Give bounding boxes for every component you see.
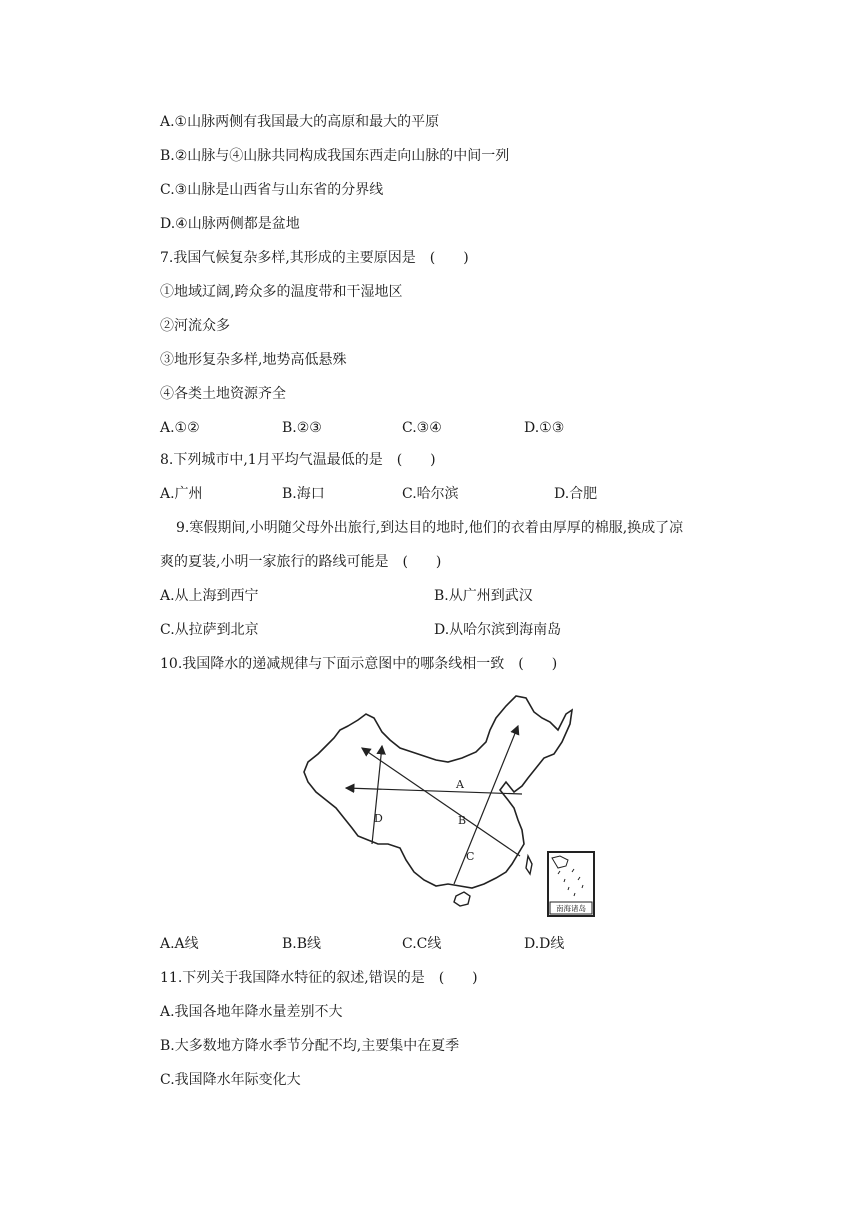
map-label-c: C [466, 850, 475, 863]
south-china-sea-inset [548, 852, 594, 916]
q7-option-b: B.②③ [282, 420, 322, 436]
q9-option-d: D.从哈尔滨到海南岛 [434, 622, 562, 638]
line-b [362, 748, 520, 856]
q6-option-a: A.①山脉两侧有我国最大的高原和最大的平原 [160, 114, 440, 130]
q9-option-c: C.从拉萨到北京 [160, 622, 259, 638]
q8-option-a: A.广州 [160, 486, 203, 502]
line-a [346, 788, 522, 794]
q7-option-a: A.①② [160, 420, 200, 436]
q6-option-c: C.③山脉是山西省与山东省的分界线 [160, 182, 384, 198]
q8-option-d: D.合肥 [554, 486, 598, 502]
line-c [454, 726, 518, 884]
q7-item-3: ③地形复杂多样,地势高低悬殊 [160, 352, 347, 368]
q7-stem: 7.我国气候复杂多样,其形成的主要原因是 ( ) [160, 250, 469, 266]
q10-option-c: C.C线 [402, 936, 442, 952]
q10-option-b: B.B线 [282, 936, 322, 952]
line-d [372, 746, 382, 844]
q10-stem: 10.我国降水的递减规律与下面示意图中的哪条线相一致 ( ) [160, 656, 558, 672]
q8-stem: 8.下列城市中,1月平均气温最低的是 ( ) [160, 452, 436, 468]
map-label-a: A [456, 778, 464, 791]
hainan-island [454, 892, 470, 906]
q11-stem: 11.下列关于我国降水特征的叙述,错误的是 ( ) [160, 970, 478, 986]
q11-option-c: C.我国降水年际变化大 [160, 1072, 301, 1088]
q11-option-a: A.我国各地年降水量差别不大 [160, 1004, 343, 1020]
q7-item-2: ②河流众多 [160, 318, 230, 334]
q6-option-b: B.②山脉与④山脉共同构成我国东西走向山脉的中间一列 [160, 148, 510, 164]
q8-option-b: B.海口 [282, 486, 325, 502]
q7-item-1: ①地域辽阔,跨众多的温度带和干湿地区 [160, 284, 403, 300]
q10-option-a: A.A线 [160, 936, 199, 952]
china-outline [304, 696, 572, 888]
inset-label: 南海诸岛 [556, 904, 586, 913]
q8-option-c: C.哈尔滨 [402, 486, 459, 502]
q11-option-b: B.大多数地方降水季节分配不均,主要集中在夏季 [160, 1038, 460, 1054]
map-label-b: B [458, 814, 467, 827]
q7-option-d: D.①③ [524, 420, 565, 436]
q9-stem-line1: 9.寒假期间,小明随父母外出旅行,到达目的地时,他们的衣着由厚厚的棉服,换成了凉 [176, 520, 684, 536]
q9-option-b: B.从广州到武汉 [434, 588, 533, 604]
map-label-d: D [374, 812, 383, 825]
q6-option-d: D.④山脉两侧都是盆地 [160, 216, 300, 232]
q9-stem-line2: 爽的夏装,小明一家旅行的路线可能是 ( ) [160, 554, 442, 570]
taiwan-island [526, 856, 532, 874]
q10-option-d: D.D线 [524, 936, 565, 952]
china-precipitation-map [296, 688, 601, 920]
q7-option-c: C.③④ [402, 420, 442, 436]
q7-item-4: ④各类土地资源齐全 [160, 386, 286, 402]
q9-option-a: A.从上海到西宁 [160, 588, 259, 604]
